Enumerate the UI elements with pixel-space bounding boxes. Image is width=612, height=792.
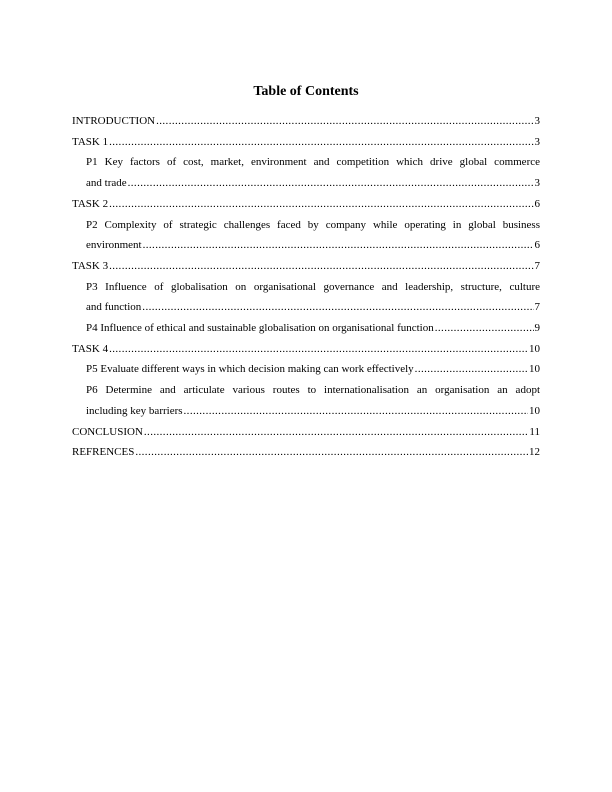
toc-entry-label: REFRENCES [72,446,135,459]
toc-entry-label-line2: including key barriers [86,404,183,417]
toc-page-number: 12 [529,446,540,459]
toc-entry-label-line1: P6 Determine and articulate various routes to internationalisation an organisation an adopt [86,384,540,397]
toc-page-number: 9 [534,322,540,335]
toc-page-number: 7 [534,259,540,272]
dot-leader [142,297,533,318]
toc-page-number: 7 [534,301,540,314]
toc-entry-p1[interactable] [72,152,540,193]
toc-page-number: 10 [529,363,540,376]
toc-entry-p5[interactable] [72,359,540,380]
dot-leader [156,111,533,132]
toc-page-number: 11 [529,425,540,438]
dot-leader [135,442,528,463]
toc-title: Table of Contents [253,84,359,99]
toc-entry-label: TASK 2 [72,197,109,210]
toc-page-number: 10 [529,404,540,417]
toc-entry-p4[interactable] [72,318,540,339]
toc-entry-task-3[interactable] [72,256,540,277]
toc-entry-label-line1: P3 Influence of globalisation on organisational governance and leadership, structure, culture [86,280,540,293]
toc-page-number: 3 [534,177,540,190]
dot-leader [144,422,529,443]
toc-entry-label: TASK 1 [72,135,109,148]
toc-entry-task-4[interactable] [72,339,540,360]
toc-page-number: 10 [529,342,540,355]
dot-leader [109,194,533,215]
toc-entry-task-2[interactable] [72,194,540,215]
dot-leader [435,318,534,339]
toc-entry-references[interactable] [72,442,540,463]
toc-entry-label-line1: P2 Complexity of strategic challenges faced by company while operating in global business [86,218,540,231]
dot-leader [143,235,534,256]
toc-entry-label-line1: P1 Key factors of cost, market, environment and competition which drive global commerce [86,156,540,169]
toc-list [72,111,540,463]
toc-entry-p3[interactable] [72,277,540,318]
toc-entry-conclusion[interactable] [72,422,540,443]
toc-entry-label: P5 Evaluate different ways in which decision making can work effectively [86,363,414,376]
toc-entry-label: P4 Influence of ethical and sustainable globalisation on organisational function [86,322,434,335]
toc-entry-label-line2: environment [86,239,142,252]
toc-entry-label: INTRODUCTION [72,115,156,127]
toc-entry-p6[interactable] [72,380,540,421]
dot-leader [109,339,528,360]
toc-entry-label: TASK 3 [72,259,109,272]
toc-entry-label-line2: and function [86,301,142,314]
dot-leader [109,256,533,277]
toc-entry-label: CONCLUSION [72,425,143,438]
dot-leader [128,173,534,194]
toc-page-number: 6 [534,239,540,252]
toc-entry-p2[interactable] [72,215,540,256]
toc-entry-label: TASK 4 [72,342,109,355]
dot-leader [184,401,528,422]
toc-entry-introduction[interactable] [72,111,540,132]
dot-leader [415,359,528,380]
toc-entry-task-1[interactable] [72,132,540,153]
toc-entry-label-line2: and trade [86,177,127,190]
toc-page-number: 6 [534,197,540,210]
dot-leader [109,132,533,153]
toc-page-number: 3 [534,135,540,148]
toc-page-number: 3 [534,115,540,127]
